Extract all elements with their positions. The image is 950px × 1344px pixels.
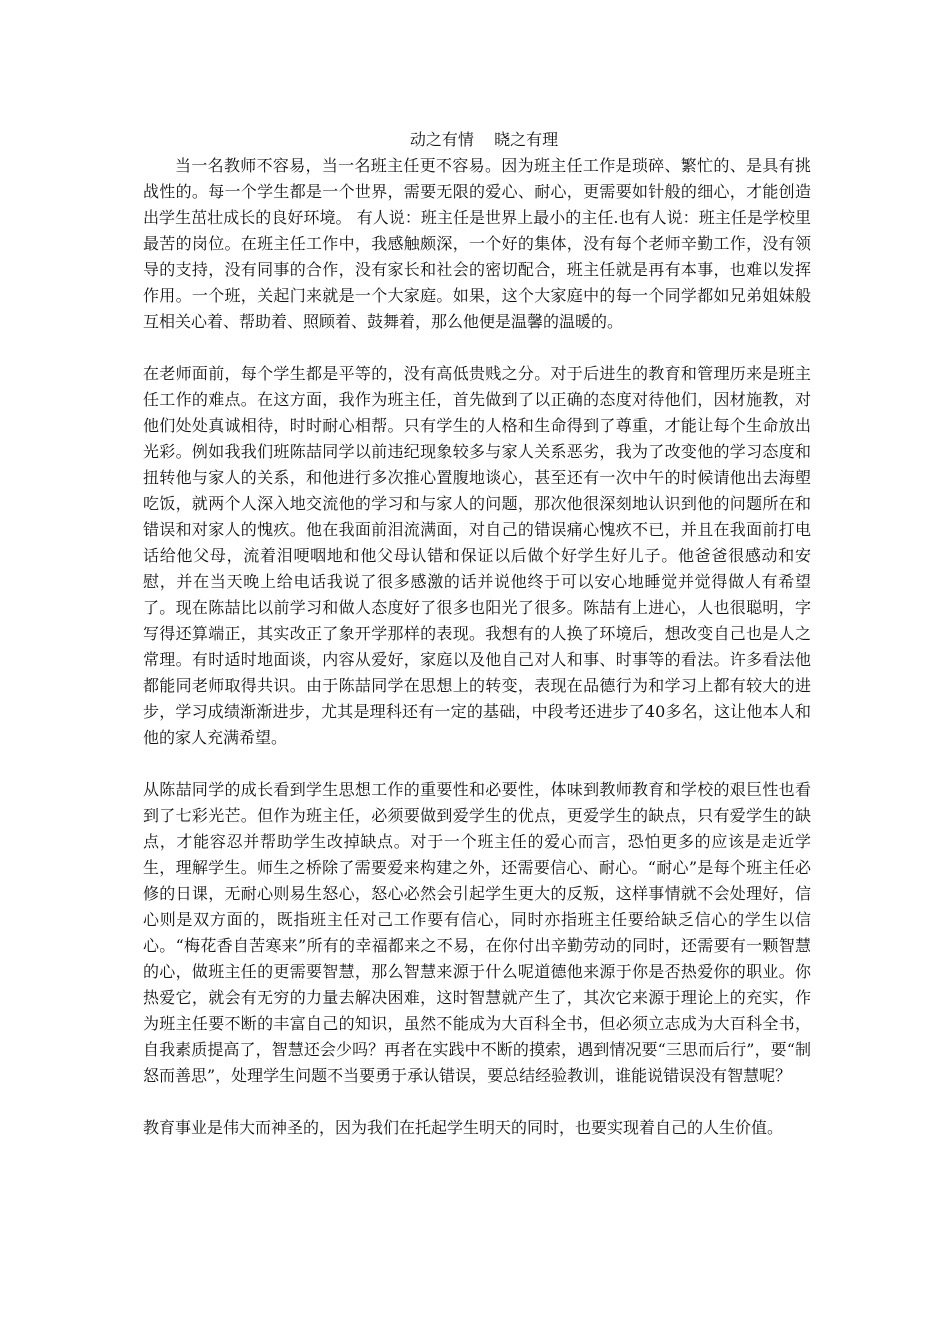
paragraph-gap: [143, 751, 811, 777]
paragraph-2: 在老师面前，每个学生都是平等的，没有高低贵贱之分。对于后进生的教育和管理历来是班主任工作的难点。在这方面，我作为班主任，首先做到了以正确的态度对待他们，因材施教，对他们处处真诚相待，时时耐心相帮。只有学生的人格和生命得到了尊重，才能让每个生命放出光彩。例如我我们班陈喆同学以前违纪现象较多与家人关系恶劣，我为了改变他的学习态度和扭转他与家人的关系，和他进行多次推心置腹地谈心，甚至还有一次中午的时候请他出去海塱吃饭，就两个人深入地交流他的学习和与家人的问题，那次他很深刻地认识到他的问题所在和错误和对家人的愧疚。他在我面前泪流满面，对自己的错误痛心愧疚不已，并且在我面前打电话给他父母，流着泪哽咽地和他父母认错和保证以后做个好学生好儿子。他爸爸很感动和安慰，并在当天晚上给电话我说了很多感激的话并说他终于可以安心地睡觉并觉得做人有希望了。现在陈喆比以前学习和做人态度好了很多也阳光了很多。陈喆有上进心，人也很聪明，字写得还算端正，其实改正了象开学那样的表现。我想有的人换了环境后，想改变自己也是人之常理。有时适时地面谈，内容从爱好，家庭以及他自己对人和事、时事等的看法。许多看法他都能同老师取得共识。由于陈喆同学在思想上的转变，表现在品德行为和学习上都有较大的进步，学习成绩渐渐进步，尤其是理科还有一定的基础，中段考还进步了40多名，这让他本人和他的家人充满希望。: [143, 364, 811, 747]
paragraph-3: 从陈喆同学的成长看到学生思想工作的重要性和必要性，体味到教师教育和学校的艰巨性也看到了七彩光芒。但作为班主任，必须要做到爱学生的优点，更爱学生的缺点，只有爱学生的缺点，才能容忍并帮助学生改掉缺点。对于一个班主任的爱心而言，恐怕更多的应该是走近学生，理解学生。师生之桥除了需要爱来构建之外，还需要信心、耐心。“耐心”是每个班主任必修的日课，无耐心则易生怒心，怒心必然会引起学生更大的反叛，这样事情就不会处理好，信心则是双方面的，既指班主任对己工作要有信心，同时亦指班主任要给缺乏信心的学生以信心。“梅花香自苦寒来”所有的幸福都来之不易，在你付出辛勤劳动的同时，还需要有一颗智慧的心，做班主任的更需要智慧，那么智慧来源于什么呢道德他来源于你是否热爱你的职业。你热爱它，就会有无穷的力量去解决困难，这时智慧就产生了，其次它来源于理论上的充实，作为班主任要不断的丰富自己的知识，虽然不能成为大百科全书，但必须立志成为大百科全书，自我素质提高了，智慧还会少吗？再者在实践中不断的摸索，遇到情况要“三思而后行”，要“制怒而善思”，处理学生问题不当要勇于承认错误，要总结经验教训，谁能说错误没有智慧呢？: [143, 780, 811, 1085]
paragraph-gap: [143, 335, 811, 361]
document-title: 动之有情 晓之有理: [409, 130, 559, 149]
paragraph-4: 教育事业是伟大而神圣的，因为我们在托起学生明天的同时，也要实现着自己的人生价值。: [143, 1118, 784, 1137]
paragraph-1: 当一名教师不容易，当一名班主任更不容易。因为班主任工作是琐碎、繁忙的、是具有挑战性的。每一个学生都是一个世界，需要无限的爱心、耐心，更需要如针般的细心，才能创造出学生茁壮成长的良好环境。 有人说：班主任是世界上最小的主任.也有人说：班主任是学校里最苦的岗位。在班主任工作中，我感触颇深，一个好的集体，没有每个老师辛勤工作，没有领导的支持，没有同事的合作，没有家长和社会的密切配合，班主任就是再有本事，也难以发挥作用。一个班，关起门来就是一个大家庭。如果，这个大家庭中的每一个同学都如兄弟姐妹般互相关心着、帮助着、照顾着、鼓舞着，那么他便是温馨的温暖的。: [143, 156, 811, 331]
paragraph-gap: [143, 1089, 811, 1115]
document-page: [143, 127, 811, 1141]
